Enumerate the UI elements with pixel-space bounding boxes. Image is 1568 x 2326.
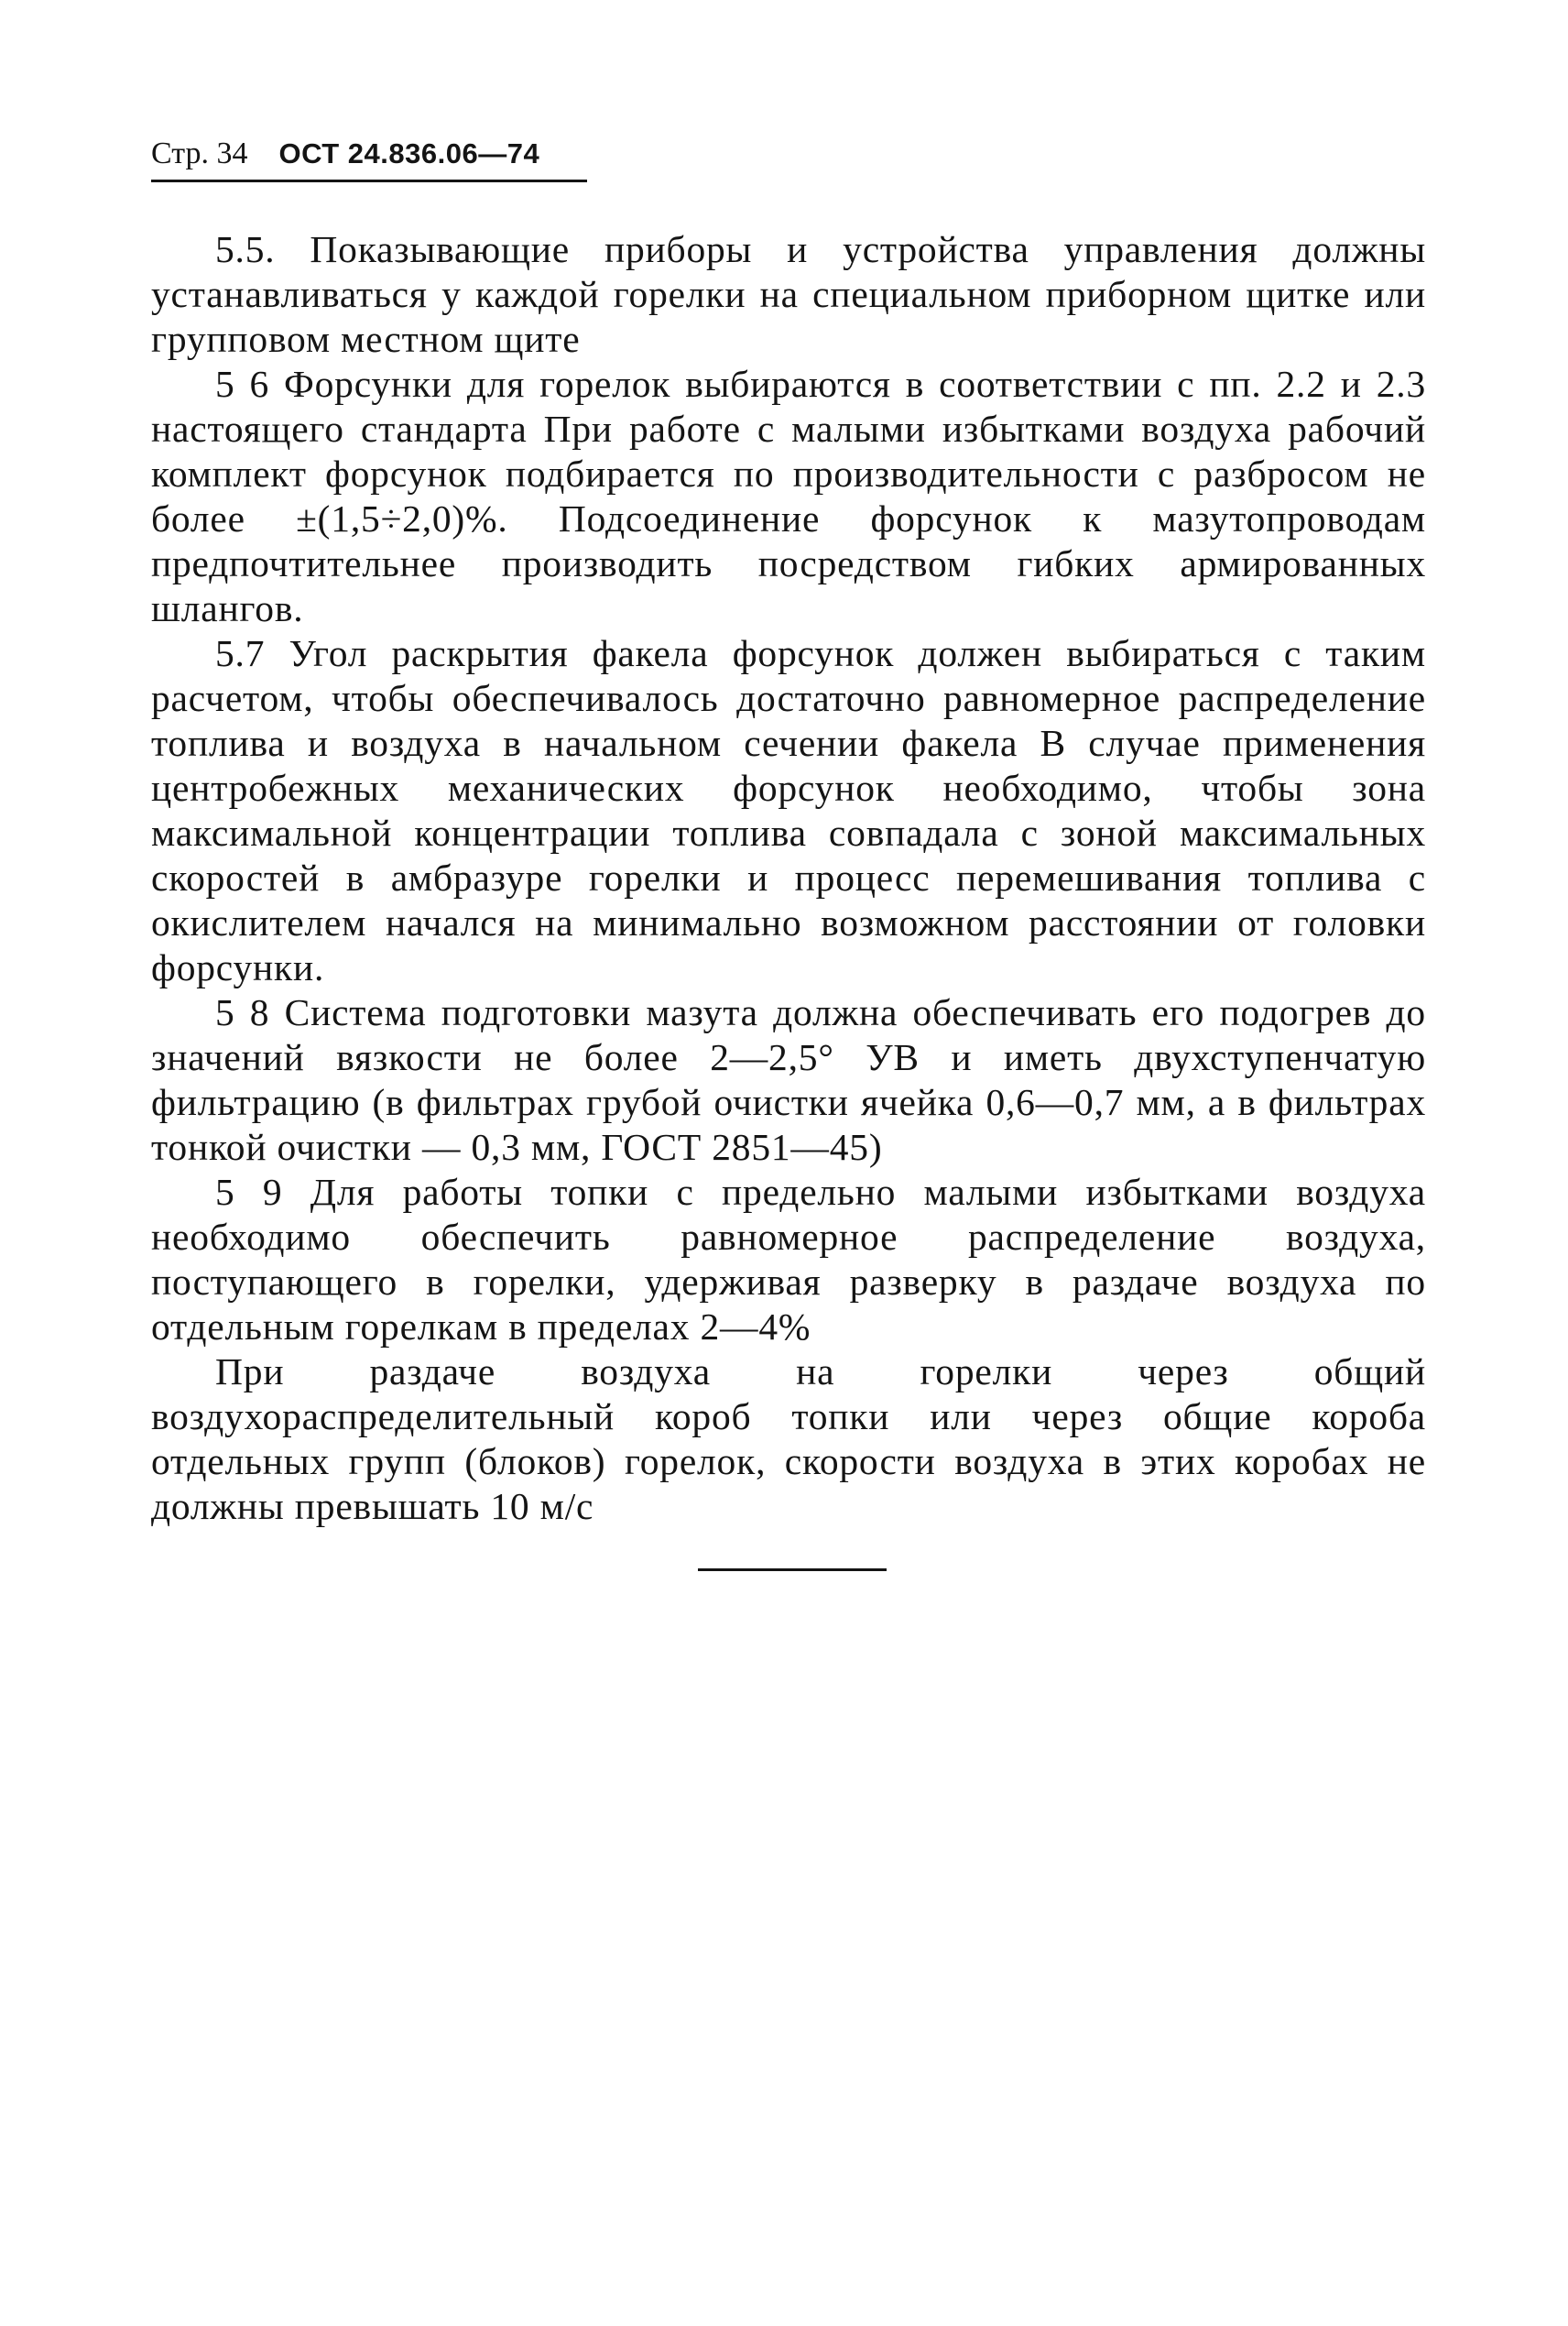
paragraph-5-9: 5 9 Для работы топки с предельно малыми избытками воздуха необходимо обеспечить равномерное распределение воздуха, поступающего в горелки, удерживая разверку в раздаче воздуха по отдельным горелкам в пределах 2—4% — [151, 1171, 1426, 1348]
page-header — [151, 136, 539, 172]
paragraph-5-7: 5.7 Угол раскрытия факела форсунок должен выбираться с таким расчетом, чтобы обеспечивалось достаточно равномерное распределение топлива и воздуха в начальном сечении факела В случае применения центробежных механических форсунок необходимо, чтобы зона максимальной концентрации топлива совпадала с зоной максимальных скоростей в амбразуре горелки и процесс перемешивания топлива с окислителем начался на минимально возможном расстоянии от головки форсунки. — [151, 632, 1426, 988]
end-of-text-rule — [698, 1568, 887, 1571]
document-code: ОСТ 24.836.06—74 — [278, 137, 540, 169]
header-underline — [151, 180, 587, 182]
paragraph-air-distribution: При раздаче воздуха на горелки через общий воздухораспределительный короб топки или через общие короба отдельных групп (блоков) горелок, скорости воздуха в этих коробах не должны превышать 10 м/с — [151, 1350, 1426, 1527]
paragraph-5-5: 5.5. Показывающие приборы и устройства управления должны устанавливаться у каждой горелки на специальном приборном щитке или групповом местном щите — [151, 228, 1426, 360]
paragraph-5-8: 5 8 Система подготовки мазута должна обеспечивать его подогрев до значений вязкости не более 2—2,5° УВ и иметь двухступенчатую фильтрацию (в фильтрах грубой очистки ячейка 0,6—0,7 мм, а в фильтрах тонкой очистки — 0,3 мм, ГОСТ 2851—45) — [151, 991, 1426, 1168]
paragraph-5-6: 5 6 Форсунки для горелок выбираются в соответствии с пп. 2.2 и 2.3 настоящего стандарта При работе с малыми избытками воздуха рабочий комплект форсунок подбирается по производительности с разбросом не более ±(1,5÷2,0)%. Подсоединение форсунок к мазутопроводам предпочтительнее производить посредством гибких армированных шлангов. — [151, 363, 1426, 629]
page-number: Стр. 34 — [151, 137, 248, 170]
document-body — [151, 227, 1426, 1529]
